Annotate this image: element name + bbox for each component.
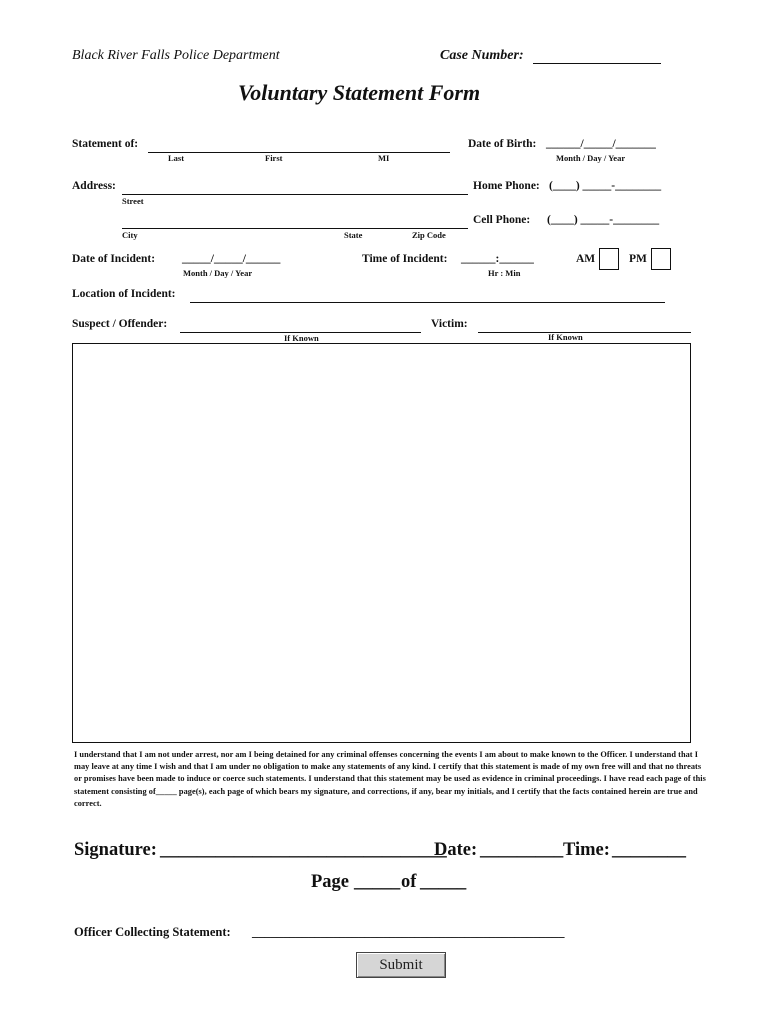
location-label: Location of Incident: (72, 288, 176, 300)
dob-input[interactable]: ______/_____/_______ (546, 138, 656, 150)
statement-narrative-box[interactable] (72, 343, 691, 743)
sub-zip: Zip Code (412, 230, 446, 240)
city-state-zip-input[interactable] (122, 216, 468, 229)
street-input[interactable] (122, 182, 468, 195)
page-number-input[interactable]: _____ (354, 872, 401, 892)
am-checkbox[interactable] (599, 248, 619, 270)
suspect-input[interactable] (180, 320, 421, 333)
submit-button[interactable]: Submit (356, 952, 446, 978)
case-number-label: Case Number: (440, 48, 524, 63)
suspect-sub: If Known (284, 333, 319, 343)
victim-label: Victim: (431, 318, 468, 330)
page-label: Page (311, 872, 350, 892)
dob-label: Date of Birth: (468, 138, 537, 150)
department-name: Black River Falls Police Department (72, 48, 280, 63)
officer-input[interactable]: __________________________________________________ (252, 925, 565, 939)
cell-phone-label: Cell Phone: (473, 214, 531, 226)
sub-last: Last (168, 153, 185, 163)
statement-of-name-input[interactable] (148, 140, 450, 153)
page-total-input[interactable]: _____ (420, 872, 467, 892)
incident-time-input[interactable]: ______:______ (461, 253, 534, 265)
sub-state: State (344, 230, 363, 240)
sub-first: First (265, 153, 283, 163)
sub-street: Street (122, 196, 144, 206)
signature-input[interactable]: _______________________________ (160, 840, 447, 860)
location-input[interactable] (190, 290, 665, 303)
home-phone-input[interactable]: (____) _____-________ (549, 180, 662, 192)
date-label: Date: (434, 840, 478, 860)
pm-label: PM (629, 253, 647, 265)
am-label: AM (576, 253, 596, 265)
sub-mi: MI (378, 153, 390, 163)
victim-sub: If Known (548, 332, 583, 342)
sub-city: City (122, 230, 138, 240)
home-phone-label: Home Phone: (473, 180, 540, 192)
incident-date-sub: Month / Day / Year (183, 268, 253, 278)
victim-input[interactable] (478, 320, 691, 333)
signature-label: Signature: (74, 840, 157, 860)
incident-time-label: Time of Incident: (362, 253, 448, 265)
incident-date-input[interactable]: _____/_____/______ (182, 253, 281, 265)
incident-date-label: Date of Incident: (72, 253, 156, 265)
time-input[interactable]: ________ (612, 840, 686, 860)
pm-checkbox[interactable] (651, 248, 671, 270)
address-label: Address: (72, 180, 116, 192)
cell-phone-input[interactable]: (____) _____-________ (547, 214, 660, 226)
date-input[interactable]: _________ (480, 840, 564, 860)
officer-label: Officer Collecting Statement: (74, 925, 231, 939)
case-number-input[interactable] (533, 51, 661, 64)
statement-of-label: Statement of: (72, 138, 139, 150)
dob-sub: Month / Day / Year (556, 153, 626, 163)
form-title: Voluntary Statement Form (238, 80, 481, 105)
incident-time-sub: Hr : Min (488, 268, 521, 278)
time-label: Time: (563, 840, 610, 860)
disclaimer-text: I understand that I am not under arrest, nor am I being detained for any criminal offenses concerning the events I am about to make known to the Officer. I understand that I may leave at any time I wish and that I am under no obligation to make any statements of any kind. I certify that this statement is made of my own free will and that no threats or promises have been made to induce or coerce such statements. I understand that this statement may be used as evidence in criminal proceedings. I have read each page of this statement consisting of_____ page(s), each page of which bears my signature, and corrections, if any, bear my initials, and I certify that the facts contained herein are true and correct. (74, 750, 706, 808)
suspect-label: Suspect / Offender: (72, 318, 168, 330)
page-of-label: of (401, 872, 417, 892)
